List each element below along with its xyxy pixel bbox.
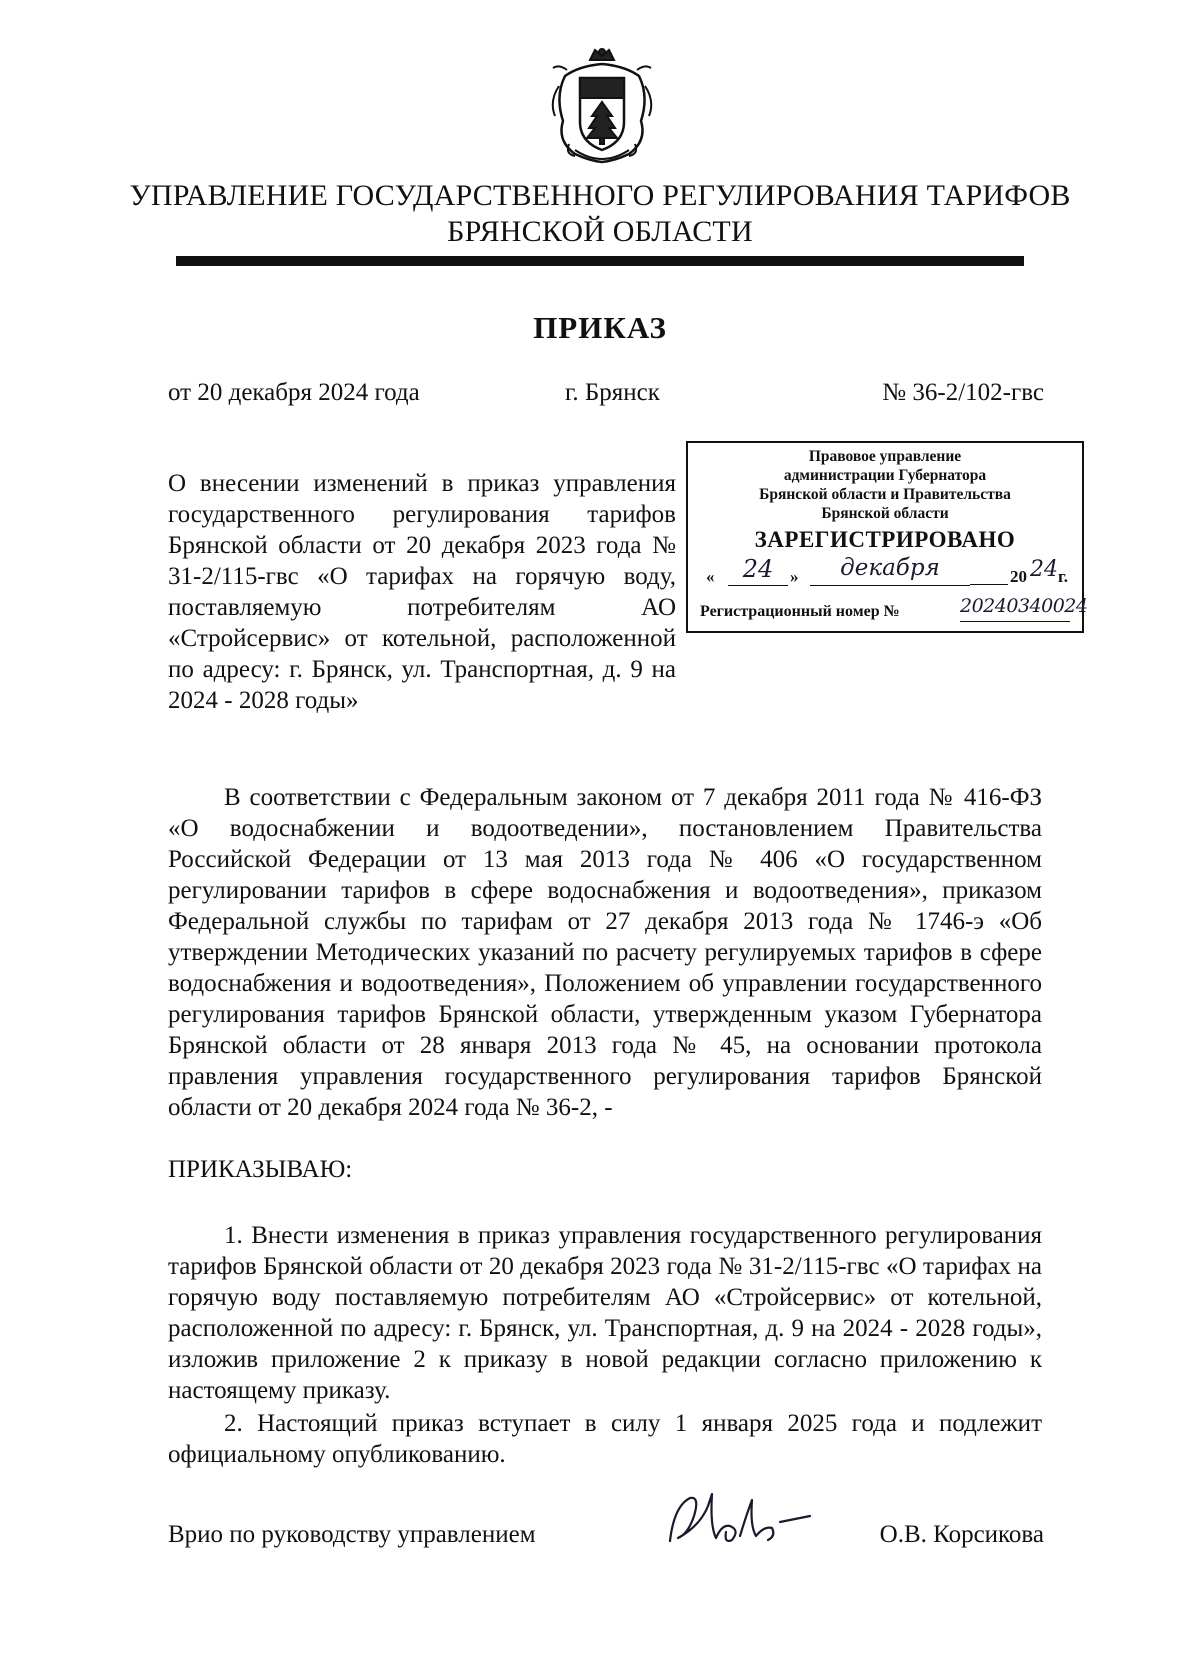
- stamp-line-3: Брянской области и Правительства: [759, 486, 1011, 503]
- preamble-paragraph: В соответствии с Федеральным законом от 7 декабря 2011 года № 416-ФЗ «О водоснабжении и водоотведении», постановлением Правительства Российской Федерации от 13 мая 2013 года № 406 «О государственном регулировании тарифов в сфере водоснабжения и водоотведения», приказом Федеральной службы по тарифам от 27 декабря 2013 года № 1746-э «Об утверждении Методических указаний по расчету регулируемых тарифов в сфере водоснабжения и водоотведения», Положением об управлении государственного регулирования тарифов Брянской области, утвержденным указом Губернатора Брянской области от 28 января 2013 года № 45, на основании протокола правления управления государственного регулирования тарифов Брянской области от 20 декабря 2024 года № 36-2, -: [168, 784, 1042, 1121]
- document-title: ПРИКАЗ: [533, 310, 667, 345]
- stamp-open-quote: «: [706, 567, 715, 586]
- organization-line-2: БРЯНСКОЙ ОБЛАСТИ: [447, 215, 753, 248]
- stamp-year-suffix-handwritten: 24: [1030, 557, 1058, 582]
- stamp-year-mark: г.: [1058, 567, 1069, 586]
- stamp-registered-label: ЗАРЕГИСТРИРОВАНО: [754, 527, 1016, 552]
- stamp-date-row: [688, 555, 1082, 591]
- stamp-reg-label: Регистрационный номер №: [700, 603, 900, 620]
- signatory-name: О.В. Корсикова: [879, 1521, 1044, 1548]
- stamp-registration-row: [688, 595, 1088, 627]
- handwritten-signature-icon: [660, 1486, 830, 1556]
- organization-name: [120, 178, 1080, 250]
- stamp-year-prefix: 20: [1010, 567, 1027, 586]
- order-subject: О внесении изменений в приказ управления государственного регулирования тарифов Брянской области от 20 декабря 2023 года № 31-2/115-гвс «О тарифах на горячую воду, поставляемую потребителям АО «Стройсервис» от котельной, расположенной по адресу: г. Брянск, ул. Транспортная, д. 9 на 2024 - 2028 годы»: [168, 470, 676, 714]
- order-item-2: 2. Настоящий приказ вступает в силу 1 января 2025 года и подлежит официальному опубликованию.: [168, 1410, 1042, 1468]
- stamp-line-2: администрации Губернатора: [783, 467, 987, 484]
- order-command: ПРИКАЗЫВАЮ:: [168, 1156, 353, 1183]
- order-item-1: 1. Внести изменения в приказ управления государственного регулирования тарифов Брянской области от 20 декабря 2023 года № 31-2/115-гвс «О тарифах на горячую воду поставляемую потребителям АО «Стройсервис» от котельной, расположенной по адресу: г. Брянск, ул. Транспортная, д. 9 на 2024 - 2028 годы», изложив приложение 2 к приказу в новой редакции согласно приложению к настоящему приказу.: [168, 1222, 1042, 1404]
- coat-of-arms-icon: [545, 46, 660, 166]
- signatory-role: Врио по руководству управлением: [168, 1521, 536, 1548]
- order-number: № 36-2/102-гвс: [882, 379, 1044, 406]
- stamp-day-handwritten: 24: [728, 555, 788, 586]
- stamp-reg-number-handwritten: 20240340024: [960, 595, 1070, 622]
- stamp-month-handwritten: декабря: [810, 555, 970, 586]
- order-city: г. Брянск: [565, 379, 660, 406]
- organization-line-1: УПРАВЛЕНИЕ ГОСУДАРСТВЕННОГО РЕГУЛИРОВАНИЯ ТАРИФОВ: [129, 179, 1071, 212]
- stamp-line-1: Правовое управление: [808, 448, 962, 465]
- registration-stamp: [686, 441, 1088, 633]
- stamp-fill-line: [970, 584, 1008, 585]
- stamp-close-quote: »: [790, 567, 799, 586]
- stamp-line-4: Брянской области: [821, 505, 949, 522]
- order-date: от 20 декабря 2024 года: [168, 379, 420, 406]
- header-divider: [176, 256, 1024, 266]
